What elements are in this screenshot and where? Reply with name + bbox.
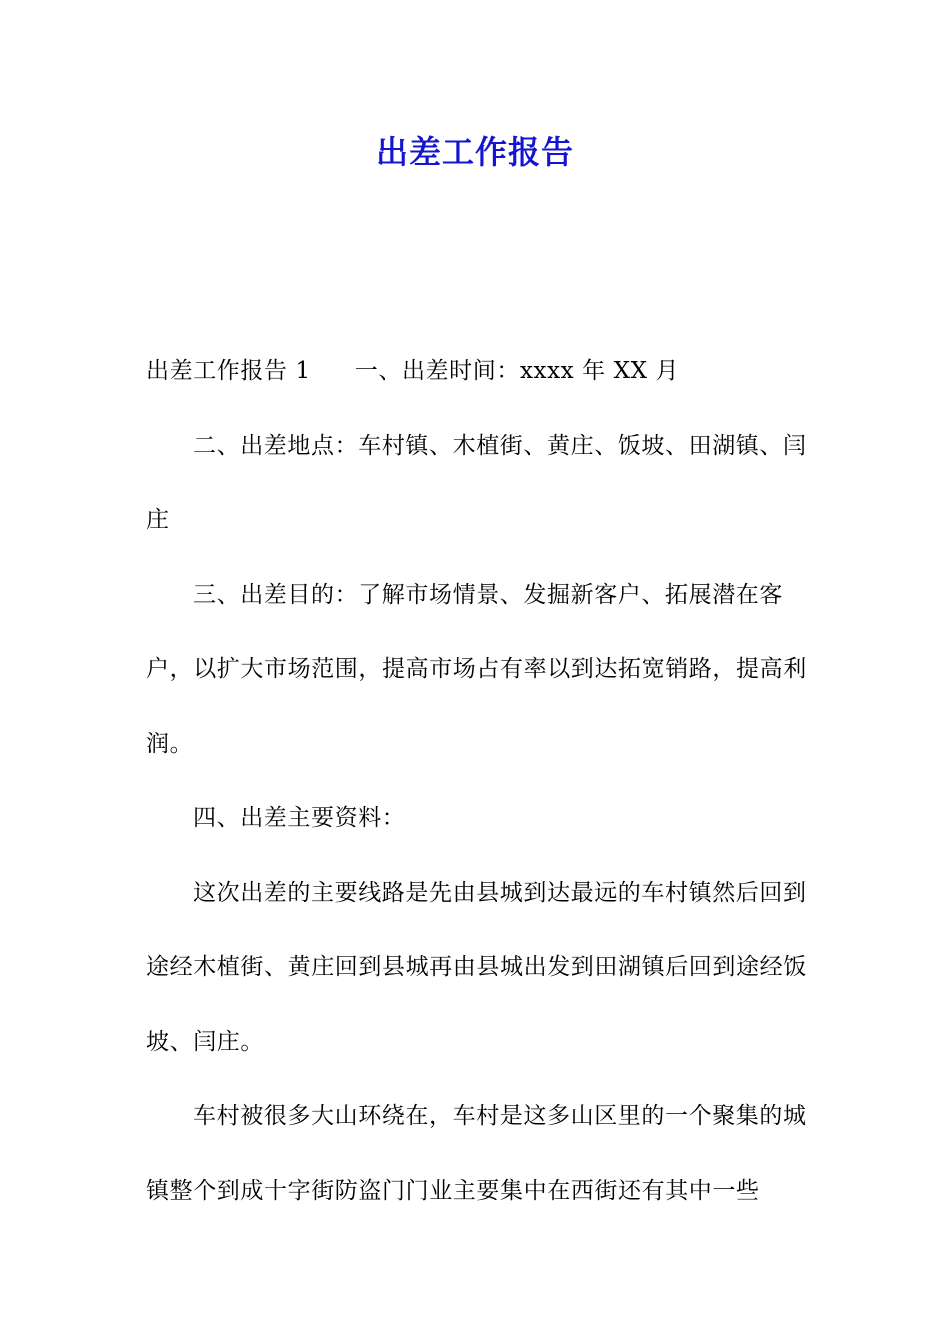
first-line [146, 334, 808, 409]
main-content-heading: 四、出差主要资料： [193, 805, 406, 831]
route-paragraph: 这次出差的主要线路是先由县城到达最远的车村镇然后回到途经木植街、黄庄回到县城再由县城出发到田湖镇后回到途经饭坡、闫庄。 [146, 879, 807, 1055]
travel-time-item: 一、出差时间：xxxx 年 XX 月 [354, 358, 680, 384]
checun-paragraph: 车村被很多大山环绕在，车村是这多山区里的一个聚集的城镇整个到成十字街防盗门门业主要集中在西街还有其中一些 [146, 1103, 807, 1204]
report-heading: 出差工作报告 1 [146, 358, 311, 384]
document-body [146, 334, 808, 1228]
travel-location-paragraph: 二、出差地点：车村镇、木植街、黄庄、饭坡、田湖镇、闫庄 [146, 432, 807, 533]
document-title: 出差工作报告 [375, 133, 574, 171]
travel-purpose-paragraph: 三、出差目的：了解市场情景、发掘新客户、拓展潜在客户，以扩大市场范围，提高市场占有率以到达拓宽销路，提高利润。 [146, 581, 807, 757]
